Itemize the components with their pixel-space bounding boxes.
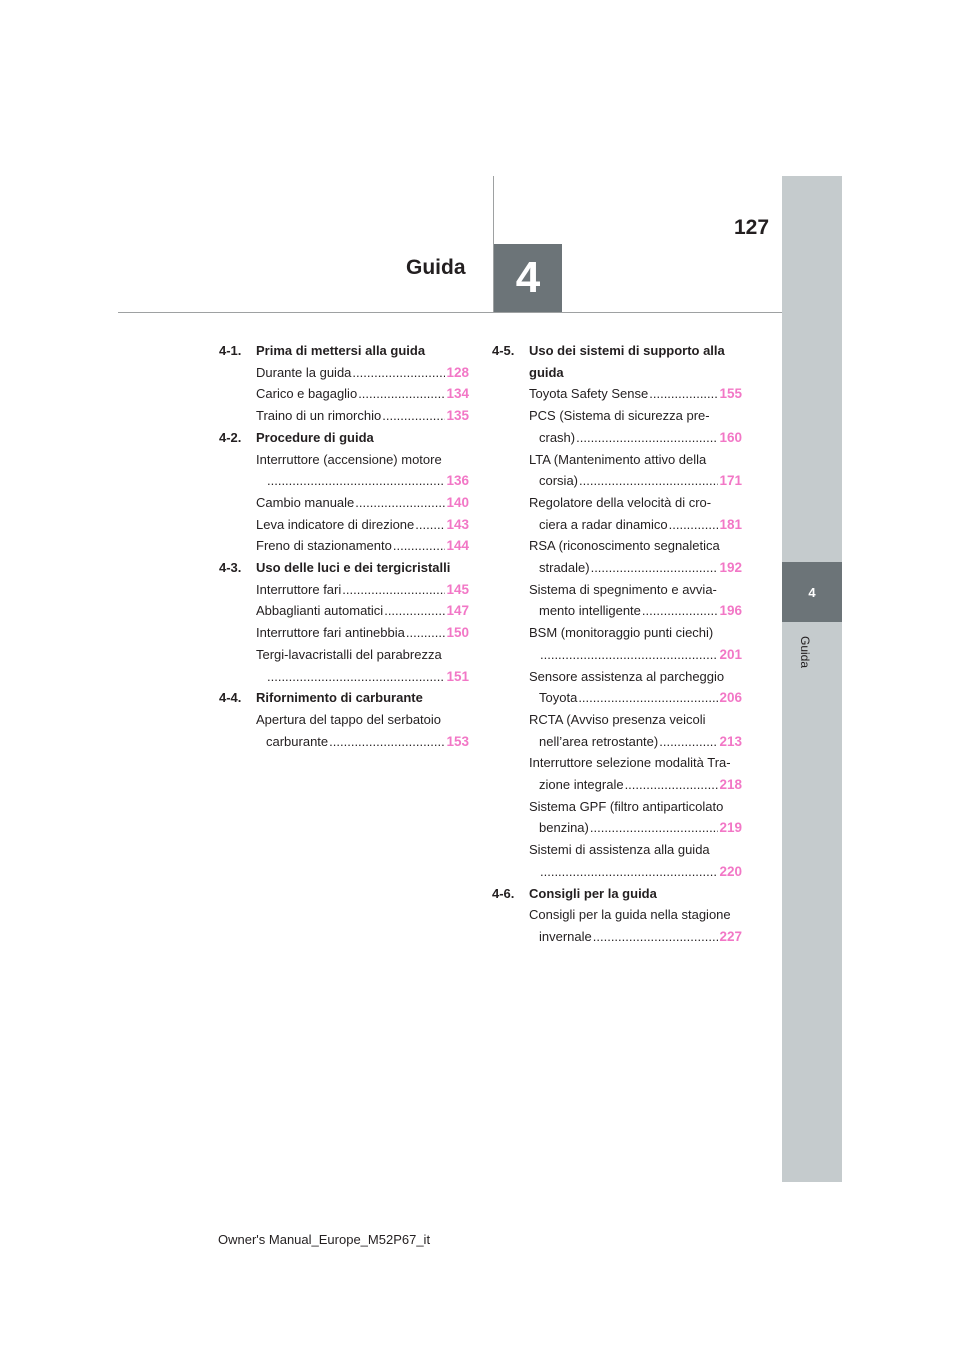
toc-entry[interactable]: Leva indicatore di direzione ..... 143 (219, 514, 469, 536)
page-link[interactable]: 218 (719, 777, 742, 793)
toc-entry[interactable]: Regolatore della velocità di cro- ciera a radar dinamico ..... 181 (492, 492, 742, 535)
toc-section-4-3: 4-3. Uso delle luci e dei tergicristalli (219, 560, 451, 576)
page-link[interactable]: 144 (446, 538, 469, 554)
page-link[interactable]: 213 (719, 733, 742, 749)
toc-entry[interactable]: Interruttore (accensione) motore ..... 136 (219, 449, 469, 492)
page-link[interactable]: 150 (446, 625, 469, 641)
page-link[interactable]: 128 (446, 364, 469, 380)
side-thumb-tab[interactable] (782, 562, 842, 622)
toc-entry[interactable]: Apertura del tappo del serbatoio carburante ..... 153 (219, 709, 469, 752)
page-link[interactable]: 227 (719, 928, 742, 944)
toc-entry[interactable]: Toyota Safety Sense ..... 155 (492, 383, 742, 405)
page-link[interactable]: 136 (446, 473, 469, 489)
toc-entry[interactable]: Abbaglianti automatici ..... 147 (219, 600, 469, 622)
toc-right-column (492, 340, 742, 948)
page-link[interactable]: 134 (446, 386, 469, 402)
header-horizontal-rule (118, 312, 782, 313)
footer-doc-id: Owner's Manual_Europe_M52P67_it (218, 1232, 431, 1247)
chapter-title: Guida (406, 256, 466, 279)
toc-entry[interactable]: RSA (riconoscimento segnaletica stradale) ..... 192 (492, 535, 742, 578)
toc-entry[interactable]: Carico e bagaglio ..... 134 (219, 383, 469, 405)
page-link[interactable]: 151 (446, 668, 469, 684)
toc-entry[interactable]: Interruttore fari antinebbia ..... 150 (219, 622, 469, 644)
page-link[interactable]: 219 (719, 820, 742, 836)
toc-entry[interactable]: RCTA (Avviso presenza veicoli nell’area retrostante) ..... 213 (492, 709, 742, 752)
toc-entry[interactable]: Sensore assistenza al parcheggio Toyota ..... 206 (492, 666, 742, 709)
page-link[interactable]: 135 (446, 408, 469, 424)
toc-entry[interactable]: BSM (monitoraggio punti ciechi) ..... 201 (492, 622, 742, 665)
toc-entry[interactable]: Freno di stazionamento ..... 144 (219, 535, 469, 557)
page-link[interactable]: 153 (446, 733, 469, 749)
toc-entry[interactable]: Sistemi di assistenza alla guida ..... 220 (492, 839, 742, 882)
page-link[interactable]: 196 (719, 603, 742, 619)
page-link[interactable]: 143 (446, 516, 469, 532)
page-link[interactable]: 171 (719, 473, 742, 489)
toc-entry[interactable]: Consigli per la guida nella stagione invernale ..... 227 (492, 904, 742, 947)
toc-section-4-2: 4-2. Procedure di guida (219, 429, 374, 445)
toc-left-column (219, 340, 469, 752)
page-link[interactable]: 192 (719, 560, 742, 576)
page-link[interactable]: 220 (719, 863, 742, 879)
side-thumb-strip (782, 176, 842, 1182)
toc-entry[interactable]: Tergi-lavacristalli del parabrezza ..... 151 (219, 644, 469, 687)
page-link[interactable]: 147 (446, 603, 469, 619)
side-tab-number: 4 (808, 584, 816, 600)
page-link[interactable]: 206 (719, 690, 742, 706)
page-link[interactable]: 145 (446, 581, 469, 597)
chapter-number: 4 (515, 253, 541, 302)
toc-entry[interactable]: Sistema GPF (filtro antiparticolato benzina) ..... 219 (492, 796, 742, 839)
page-link[interactable]: 181 (719, 516, 742, 532)
toc-section-4-1: 4-1. Prima di mettersi alla guida (219, 343, 426, 358)
toc-entry[interactable]: Interruttore fari ..... 145 (219, 579, 469, 601)
toc-entry[interactable]: Sistema di spegnimento e avvia- mento intelligente ..... 196 (492, 579, 742, 622)
page-link[interactable]: 140 (446, 494, 469, 510)
toc-entry[interactable]: PCS (Sistema di sicurezza pre- crash) ..... 160 (492, 405, 742, 448)
toc-entry[interactable]: Interruttore selezione modalità Tra- zione integrale ..... 218 (492, 752, 742, 795)
page-number: 127 (734, 216, 770, 239)
toc-entry[interactable]: Cambio manuale ..... 140 (219, 492, 469, 514)
page-link[interactable]: 160 (719, 429, 742, 445)
toc-entry[interactable]: Traino di un rimorchio ..... 135 (219, 405, 469, 427)
page-link[interactable]: 201 (719, 646, 742, 662)
page-link[interactable]: 155 (719, 386, 742, 402)
toc-section-4-6: 4-6. Consigli per la guida (492, 885, 657, 901)
side-tab-label: Guida (798, 635, 812, 669)
toc-entry[interactable]: LTA (Mantenimento attivo della corsia) ..... 171 (492, 449, 742, 492)
toc-section-4-4: 4-4. Rifornimento di carburante (219, 690, 423, 706)
toc-entry[interactable]: Durante la guida ..... 128 (219, 362, 469, 384)
chapter-number-box (494, 244, 562, 312)
toc-section-4-5: 4-5. Uso dei sistemi di supporto alla guida (492, 343, 725, 380)
